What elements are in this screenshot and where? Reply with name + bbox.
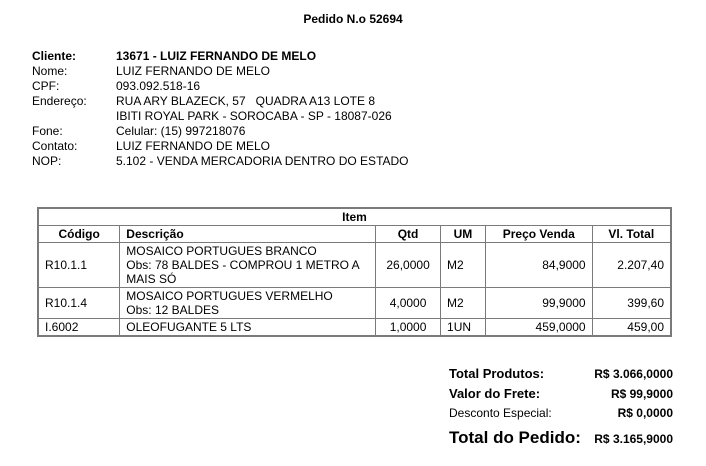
table-group-header: Item — [38, 208, 671, 226]
item-description: MOSAICO PORTUGUES VERMELHO — [126, 289, 333, 303]
cell-codigo: I.6002 — [38, 319, 120, 337]
info-row-cpf — [32, 79, 409, 94]
valor-frete-row — [449, 386, 673, 406]
info-label: Fone: — [32, 124, 63, 138]
info-label: Nome: — [32, 64, 68, 78]
info-value: LUIZ FERNANDO DE MELO — [116, 64, 271, 78]
info-label: Contato: — [32, 139, 78, 153]
cell-codigo: R10.1.1 — [38, 243, 120, 288]
column-header-codigo: Código — [38, 226, 120, 243]
info-row-cliente — [32, 49, 409, 64]
cell-um: M2 — [441, 243, 486, 288]
valor-frete-value: R$ 99,9000 — [610, 387, 673, 401]
info-row-contato — [32, 139, 409, 154]
cell-codigo: R10.1.4 — [38, 288, 120, 319]
desconto-row — [449, 406, 673, 428]
cell-descricao — [120, 288, 376, 319]
total-pedido-row — [449, 428, 673, 448]
info-row-nop — [32, 154, 409, 169]
total-pedido-label: Total do Pedido: — [449, 428, 581, 447]
items-table — [37, 207, 672, 337]
info-row-nome — [32, 64, 409, 79]
order-totals — [449, 366, 673, 448]
cell-preco: 84,9000 — [485, 243, 592, 288]
info-label: Endereço: — [32, 94, 87, 108]
column-header-descricao: Descrição — [120, 226, 376, 243]
info-label — [32, 109, 116, 124]
cell-qtd: 4,0000 — [376, 288, 441, 319]
valor-frete-label: Valor do Frete: — [449, 386, 541, 401]
cell-descricao — [120, 319, 376, 337]
cell-qtd: 1,0000 — [376, 319, 441, 337]
item-description: MOSAICO PORTUGUES BRANCO — [126, 244, 317, 258]
cell-um: 1UN — [441, 319, 486, 337]
column-header-preco-venda: Preço Venda — [485, 226, 592, 243]
info-value: 093.092.518-16 — [116, 79, 201, 93]
info-label: CPF: — [32, 79, 60, 93]
cell-um: M2 — [441, 288, 486, 319]
info-row-endereco-2 — [32, 109, 409, 124]
column-header-um: UM — [441, 226, 486, 243]
cell-preco: 99,9000 — [485, 288, 592, 319]
info-value: RUA ARY BLAZECK, 57 QUADRA A13 LOTE 8 — [116, 94, 376, 108]
table-row — [38, 288, 671, 319]
column-header-vl-total: Vl. Total — [592, 226, 671, 243]
info-label: NOP: — [32, 154, 62, 168]
info-value: 5.102 - VENDA MERCADORIA DENTRO DO ESTADO — [116, 154, 409, 168]
desconto-label: Desconto Especial: — [449, 406, 552, 420]
cell-preco: 459,0000 — [485, 319, 592, 337]
cell-qtd: 26,0000 — [376, 243, 441, 288]
item-observation: Obs: 78 BALDES - COMPROU 1 METRO A MAIS SÓ — [126, 258, 360, 286]
page-title: Pedido N.o 52694 — [303, 12, 403, 26]
info-value: IBITI ROYAL PARK - SOROCABA - SP - 18087-026 — [116, 109, 392, 123]
column-header-qtd: Qtd — [376, 226, 441, 243]
total-produtos-row — [449, 366, 673, 386]
info-value: 13671 - LUIZ FERNANDO DE MELO — [116, 49, 317, 63]
cell-total: 2.207,40 — [592, 243, 671, 288]
item-description: OLEOFUGANTE 5 LTS — [126, 320, 252, 334]
table-row — [38, 319, 671, 337]
cell-total: 459,00 — [592, 319, 671, 337]
total-produtos-label: Total Produtos: — [449, 366, 545, 381]
info-label: Cliente: — [32, 49, 77, 63]
table-header-row — [38, 226, 671, 243]
info-value: LUIZ FERNANDO DE MELO — [116, 139, 271, 153]
total-pedido-value: R$ 3.165,9000 — [594, 432, 673, 446]
info-row-fone — [32, 124, 409, 139]
cell-descricao — [120, 243, 376, 288]
cell-total: 399,60 — [592, 288, 671, 319]
desconto-value: R$ 0,0000 — [617, 406, 673, 420]
table-row — [38, 243, 671, 288]
info-value: Celular: (15) 997218076 — [116, 124, 246, 138]
info-row-endereco — [32, 94, 409, 109]
item-observation: Obs: 12 BALDES — [126, 303, 219, 317]
client-info — [32, 49, 409, 169]
total-produtos-value: R$ 3.066,0000 — [594, 367, 673, 381]
